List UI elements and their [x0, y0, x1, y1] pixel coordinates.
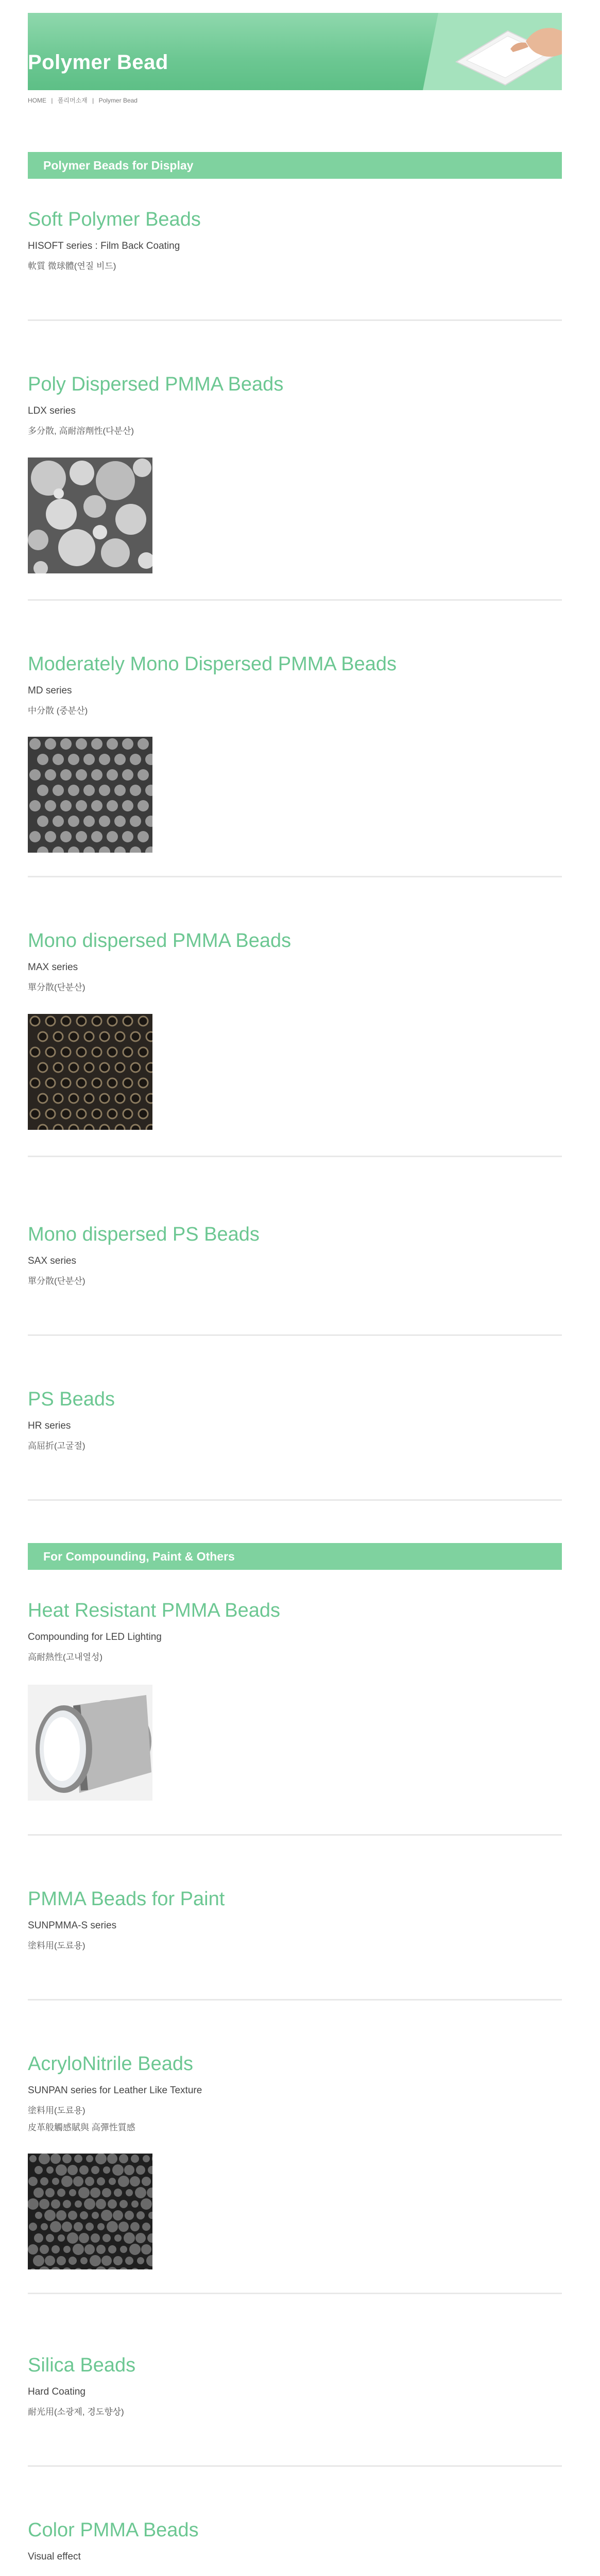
item-note: 高屈折(고굴절): [28, 1441, 85, 1451]
bead-texture-dot: [142, 2177, 151, 2186]
bead-texture-dot: [100, 1032, 109, 1041]
bead-texture-dot: [80, 2211, 88, 2219]
bead-texture-dot: [139, 1109, 148, 1118]
bead-texture-dot: [138, 800, 149, 811]
bead-texture-dot: [28, 2177, 38, 2186]
bead-texture-dot: [100, 1125, 109, 1130]
bead-texture-dot: [76, 769, 87, 781]
bead-texture-dot: [46, 1047, 55, 1057]
bead-texture-dot: [95, 2154, 107, 2164]
bead-texture-dot: [122, 769, 133, 781]
bead-texture-dot: [123, 1016, 132, 1026]
bead-texture-dot: [138, 831, 149, 842]
bead-texture-dot: [69, 1125, 78, 1130]
bead-texture-dot: [92, 1109, 101, 1118]
bead-texture-dot: [61, 1078, 71, 1088]
bead-texture-dot: [130, 754, 141, 765]
bead-texture-dot: [131, 1063, 140, 1072]
bead-texture-dot: [41, 2223, 48, 2230]
bead-texture-dot: [76, 800, 87, 811]
bead-texture-dot: [30, 1078, 40, 1088]
bead-texture-dot: [46, 2166, 54, 2174]
bead-texture-dot: [107, 738, 118, 750]
bead-texture-dot: [46, 1078, 55, 1088]
bead-texture-dot: [92, 1078, 101, 1088]
bead-texture-dot: [45, 769, 56, 781]
item-series: LDX series: [28, 405, 76, 416]
bead-texture-dot: [67, 2165, 78, 2175]
bead-texture-dot: [62, 2154, 72, 2163]
bead-texture-dot: [28, 2198, 39, 2210]
bead-texture-dot: [91, 738, 102, 750]
bead-texture-dot: [92, 2212, 99, 2219]
bead-texture-dot: [108, 1047, 117, 1057]
item-note: 單分散(단분산): [28, 982, 85, 992]
bead-texture-dot: [92, 1047, 101, 1057]
bead-texture-dot: [68, 2257, 77, 2265]
divider: [28, 876, 562, 877]
bead-texture-dot: [130, 2176, 140, 2187]
bead-texture-dot: [124, 2165, 134, 2175]
bead-texture-dot: [99, 754, 110, 765]
bead-texture-dot: [138, 769, 149, 781]
bead-texture-dot: [63, 2200, 71, 2208]
bead-texture-dot: [61, 1109, 71, 1118]
bead-texture-dot: [90, 2188, 100, 2198]
bead-texture-dot: [28, 2244, 38, 2255]
bead-texture-dot: [56, 2164, 67, 2176]
bead-texture-dot: [91, 769, 102, 781]
item-title: Mono dispersed PS Beads: [28, 1224, 260, 1245]
bead-texture-dot: [108, 2245, 116, 2253]
item-note: 塗料用(도료용): [28, 2106, 85, 2115]
bead-texture-dot: [84, 2244, 95, 2255]
bead-texture-dot: [68, 754, 79, 765]
bead-texture-dot: [146, 1063, 152, 1072]
bead-texture-dot: [107, 2221, 118, 2232]
bead-texture-dot: [77, 1016, 86, 1026]
bead-texture-dot: [142, 2223, 150, 2231]
bead-texture-dot: [74, 2155, 82, 2163]
bead-texture-dot: [73, 2176, 83, 2187]
item-series: SUNPAN series for Leather Like Texture: [28, 2085, 202, 2096]
divider: [28, 2293, 562, 2294]
item-series: HR series: [28, 1420, 71, 1431]
page-title: Polymer Bead: [28, 51, 168, 74]
bead-texture-dot: [108, 1016, 117, 1026]
bead-texture-dot: [108, 1078, 117, 1088]
item-series: Hard Coating: [28, 2386, 85, 2397]
breadcrumb-home[interactable]: HOME: [28, 97, 46, 104]
bead-texture-dot: [60, 738, 72, 750]
bead-texture-dot: [92, 1016, 101, 1026]
bead-texture-dot: [84, 1063, 94, 1072]
item-note: 耐光用(소광제, 경도향상): [28, 2407, 124, 2417]
bead-texture-dot: [56, 2210, 66, 2221]
bead-texture-dot: [107, 831, 118, 842]
bead-texture-dot: [44, 2210, 56, 2221]
bead-texture-dot: [97, 2223, 105, 2230]
bead-texture-dot: [52, 2178, 59, 2185]
divider: [28, 1834, 562, 1836]
bead-texture-dot: [107, 769, 118, 781]
bead-texture-dot: [40, 2245, 49, 2254]
category-bar-compounding: For Compounding, Paint & Others: [28, 1543, 562, 1570]
bead-texture-dot: [51, 2199, 60, 2209]
bead-texture-dot: [99, 785, 110, 796]
item-title: Heat Resistant PMMA Beads: [28, 1600, 280, 1621]
bead-texture-dot: [114, 2234, 122, 2242]
bead-texture-dot: [91, 831, 102, 842]
item-title: Soft Polymer Beads: [28, 209, 201, 230]
bead-texture-dot: [114, 754, 126, 765]
bead-texture-dot: [135, 2233, 146, 2243]
bead-texture-dot: [123, 1078, 132, 1088]
bead-texture-dot: [46, 2234, 54, 2242]
bead-texture-dot: [108, 1109, 117, 1118]
bead-texture-dot: [58, 2234, 65, 2242]
bead-texture-dot: [119, 2154, 128, 2163]
bead-texture-dot: [83, 785, 95, 796]
bead-texture-dot: [118, 2222, 129, 2232]
bead-texture-dot: [37, 754, 48, 765]
bead-texture-dot: [84, 1094, 94, 1103]
bead-texture-dot: [54, 1032, 63, 1041]
bead-texture-dot: [50, 2154, 61, 2164]
bead-texture-dot: [123, 1047, 132, 1057]
divider: [28, 1499, 562, 1501]
item-series: SUNPMMA-S series: [28, 1920, 117, 1931]
bead-texture-dot: [29, 831, 41, 842]
bead-texture-dot: [35, 2166, 43, 2174]
bead-texture-dot: [141, 2198, 152, 2210]
bead-texture-dot: [38, 1032, 47, 1041]
bead-texture-dot: [139, 1016, 148, 1026]
item-series: MAX series: [28, 962, 78, 973]
bead-texture-dot: [91, 2166, 99, 2174]
bead-texture-dot: [123, 1109, 132, 1118]
bead-texture-dot: [115, 1032, 125, 1041]
bead-texture-dot: [109, 2178, 116, 2185]
bead-texture-dot: [39, 2199, 49, 2209]
bead-texture-dot: [143, 2155, 150, 2162]
bead-texture-dot: [107, 2154, 117, 2164]
item-note: 塗料用(도료용): [28, 1941, 85, 1951]
breadcrumb-current: Polymer Bead: [98, 97, 138, 104]
bead-texture-dot: [146, 1094, 152, 1103]
bead-texture-dot: [114, 785, 126, 796]
bead-texture-dot: [74, 2222, 83, 2231]
bead-texture-dot: [124, 2232, 135, 2244]
bead-texture-dot: [84, 1032, 94, 1041]
bead-texture-dot: [76, 831, 87, 842]
bead-texture-dot: [99, 816, 110, 827]
bead-texture-dot: [77, 1109, 86, 1118]
breadcrumb: [28, 96, 141, 105]
divider: [28, 319, 562, 321]
bead-texture-dot: [131, 1125, 140, 1130]
bead-texture-dot: [60, 831, 72, 842]
bead-texture-dot: [100, 1094, 109, 1103]
bead-texture-dot: [35, 2212, 42, 2219]
bead-texture-dot: [75, 2200, 82, 2208]
bead-texture-dot: [69, 2189, 76, 2196]
bead-texture-dot: [115, 1094, 125, 1103]
bead-texture-dot: [131, 1094, 140, 1103]
bead-texture-dot: [86, 2155, 93, 2162]
bead-texture-dot: [102, 2188, 111, 2197]
item-title: PMMA Beads for Paint: [28, 1888, 225, 1910]
bead-texture-dot: [83, 754, 95, 765]
page-header-banner: [28, 13, 562, 90]
bead-texture-dot: [53, 785, 64, 796]
bead-texture-dot: [125, 2257, 133, 2265]
item-note: 單分散(단분산): [28, 1276, 85, 1286]
bead-texture-dot: [129, 2244, 141, 2255]
bead-texture-dot: [29, 769, 41, 781]
item-series: SAX series: [28, 1256, 76, 1266]
bead-texture-dot: [29, 2223, 37, 2231]
bead-texture-dot: [45, 2256, 55, 2266]
divider: [28, 2465, 562, 2467]
bead-texture-dot: [60, 800, 72, 811]
bead-texture-dot: [107, 800, 118, 811]
bead-texture-dot: [53, 754, 64, 765]
divider: [28, 1156, 562, 1157]
bead-texture-dot: [103, 2166, 110, 2174]
bead-texture-dot: [79, 2165, 89, 2175]
bead-texture-dot: [130, 2222, 140, 2231]
item-title: Color PMMA Beads: [28, 2519, 199, 2541]
bead-texture-dot: [100, 1063, 109, 1072]
bead-texture-dot: [139, 1047, 148, 1057]
bead-texture-dot: [46, 1016, 55, 1026]
bead-texture-dot: [45, 738, 56, 750]
bead-texture-dot: [146, 1125, 152, 1130]
bead-texture-dot: [114, 816, 126, 827]
bead-texture-dot: [68, 785, 79, 796]
item-note: 高耐熱性(고내열성): [28, 1652, 103, 1662]
bead-texture-dot: [138, 738, 149, 750]
bead-texture-dot: [38, 1125, 47, 1130]
bead-texture-dot: [68, 816, 79, 827]
item-title: AcryloNitrile Beads: [28, 2053, 193, 2075]
item-series: Visual effect: [28, 2551, 81, 2562]
bead-texture-dot: [61, 2176, 73, 2187]
bead-texture-dot: [78, 2187, 90, 2198]
bead-texture-dot: [50, 2221, 61, 2232]
bead-texture-dot: [57, 2189, 65, 2197]
item-series: MD series: [28, 685, 72, 696]
bead-texture-dot: [113, 2256, 123, 2265]
bead-texture-dot: [84, 2198, 95, 2210]
bead-texture-dot: [146, 1032, 152, 1041]
bead-texture-dot: [137, 2257, 144, 2264]
bead-texture-dot: [80, 2257, 88, 2264]
bead-texture-dot: [52, 2245, 60, 2253]
bead-texture-dot: [38, 1094, 47, 1103]
bead-texture-dot: [40, 2177, 48, 2185]
bead-texture-dot: [29, 738, 41, 750]
bead-texture-dot: [135, 2187, 146, 2198]
tablet-hand-illustration: [407, 13, 562, 90]
bead-texture-dot: [77, 1047, 86, 1057]
bead-texture-dot: [114, 2189, 122, 2197]
bead-texture-dot: [112, 2164, 124, 2176]
bead-texture-dot: [125, 2211, 134, 2220]
bead-texture-dot: [45, 800, 56, 811]
bead-texture-dot: [85, 2223, 94, 2231]
bead-texture-dot: [29, 800, 41, 811]
bead-texture-dot: [101, 2256, 112, 2266]
bead-texture-dot: [57, 2256, 66, 2265]
bead-texture-dot: [101, 2210, 112, 2221]
bead-texture-dot: [102, 2234, 111, 2242]
bead-texture-dot: [141, 2244, 151, 2255]
bead-texture-dot: [118, 2176, 129, 2187]
divider: [28, 1999, 562, 2001]
bead-texture-dot: [77, 1078, 86, 1088]
bead-texture-dot: [46, 1109, 55, 1118]
bead-texture-dot: [84, 1125, 94, 1130]
bead-texture-dot: [113, 2210, 123, 2221]
bead-texture-dot: [115, 1063, 125, 1072]
bead-texture-dot: [69, 1063, 78, 1072]
bead-texture-dot: [115, 1125, 125, 1130]
item-title: Moderately Mono Dispersed PMMA Beads: [28, 653, 397, 675]
bead-texture-dot: [30, 1016, 40, 1026]
bead-texture-dot: [69, 1094, 78, 1103]
bead-texture-dot: [53, 816, 64, 827]
bead-texture-dot: [91, 800, 102, 811]
bead-texture-dot: [130, 785, 141, 796]
bead-texture-dot: [54, 1094, 63, 1103]
sem-poly-dispersed-image: [28, 457, 152, 573]
bead-texture-dot: [54, 1063, 63, 1072]
bead-texture-dot: [45, 831, 56, 842]
bead-texture-dot: [69, 1032, 78, 1041]
bead-texture-dot: [54, 1125, 63, 1130]
bead-texture-dot: [136, 2165, 145, 2175]
sem-moderately-mono-image: [28, 737, 152, 853]
bead-texture-dot: [108, 2199, 117, 2209]
bead-texture-dot: [45, 2188, 55, 2197]
bead-texture-dot: [136, 2211, 145, 2219]
bead-texture-dot: [68, 2211, 77, 2220]
bead-texture-dot: [85, 2177, 94, 2186]
bead-texture-dot: [120, 2246, 127, 2253]
acrylonitrile-beads-image: [28, 2154, 152, 2269]
item-title: Silica Beads: [28, 2354, 136, 2376]
breadcrumb-level1[interactable]: 폴리머소재: [57, 97, 88, 104]
bead-texture-dot: [96, 2245, 106, 2254]
item-title: Poly Dispersed PMMA Beads: [28, 374, 284, 395]
bead-texture-dot: [83, 816, 95, 827]
item-note: 軟質 微球體(연질 비드): [28, 261, 116, 271]
bead-texture-dot: [131, 2155, 139, 2163]
led-lighting-image: [28, 1685, 152, 1801]
bead-texture-dot: [30, 1047, 40, 1057]
category-bar-display: Polymer Beads for Display: [28, 152, 562, 179]
bead-texture-dot: [37, 785, 48, 796]
bead-texture-dot: [90, 2255, 101, 2266]
bead-texture-dot: [34, 2233, 43, 2243]
bead-texture-dot: [38, 1063, 47, 1072]
bead-texture-dot: [33, 2255, 44, 2266]
item-note: 中分散 (중분산): [28, 706, 88, 716]
item-note: 多分散, 高耐溶劑性(다분산): [28, 426, 134, 436]
sem-mono-dispersed-image: [28, 1014, 152, 1130]
bead-texture-dot: [122, 800, 133, 811]
bead-texture-dot: [29, 2155, 37, 2162]
breadcrumb-separator: |: [92, 97, 94, 104]
bead-texture-dot: [130, 816, 141, 827]
bead-texture-dot: [131, 2200, 139, 2208]
bead-texture-dot: [60, 769, 72, 781]
item-note: 皮革般觸感賦與 高彈性質感: [28, 2123, 135, 2132]
bead-texture-dot: [122, 738, 133, 750]
bead-texture-dot: [97, 2177, 105, 2185]
item-series: HISOFT series : Film Back Coating: [28, 241, 180, 251]
bead-texture-dot: [73, 2244, 84, 2255]
item-title: PS Beads: [28, 1388, 115, 1410]
bead-texture-dot: [61, 1047, 71, 1057]
bead-texture-dot: [62, 2222, 72, 2232]
breadcrumb-separator: |: [51, 97, 53, 104]
item-series: Compounding for LED Lighting: [28, 1632, 162, 1642]
bead-texture-dot: [67, 2232, 78, 2244]
bead-texture-dot: [122, 831, 133, 842]
bead-texture-dot: [96, 2199, 106, 2209]
bead-texture-dot: [61, 1016, 71, 1026]
bead-texture-dot: [139, 1078, 148, 1088]
bead-texture-dot: [79, 2233, 89, 2243]
item-title: Mono dispersed PMMA Beads: [28, 930, 292, 952]
bead-texture-dot: [33, 2188, 44, 2198]
bead-texture-dot: [39, 2154, 50, 2164]
bead-texture-dot: [131, 1032, 140, 1041]
bead-texture-dot: [37, 816, 48, 827]
bead-texture-dot: [126, 2189, 133, 2196]
divider: [28, 599, 562, 601]
bead-texture-dot: [30, 1109, 40, 1118]
bead-texture-dot: [119, 2200, 128, 2208]
divider: [28, 1334, 562, 1336]
bead-texture-dot: [63, 2246, 71, 2253]
bead-texture-dot: [76, 738, 87, 750]
bead-texture-dot: [91, 2233, 100, 2243]
